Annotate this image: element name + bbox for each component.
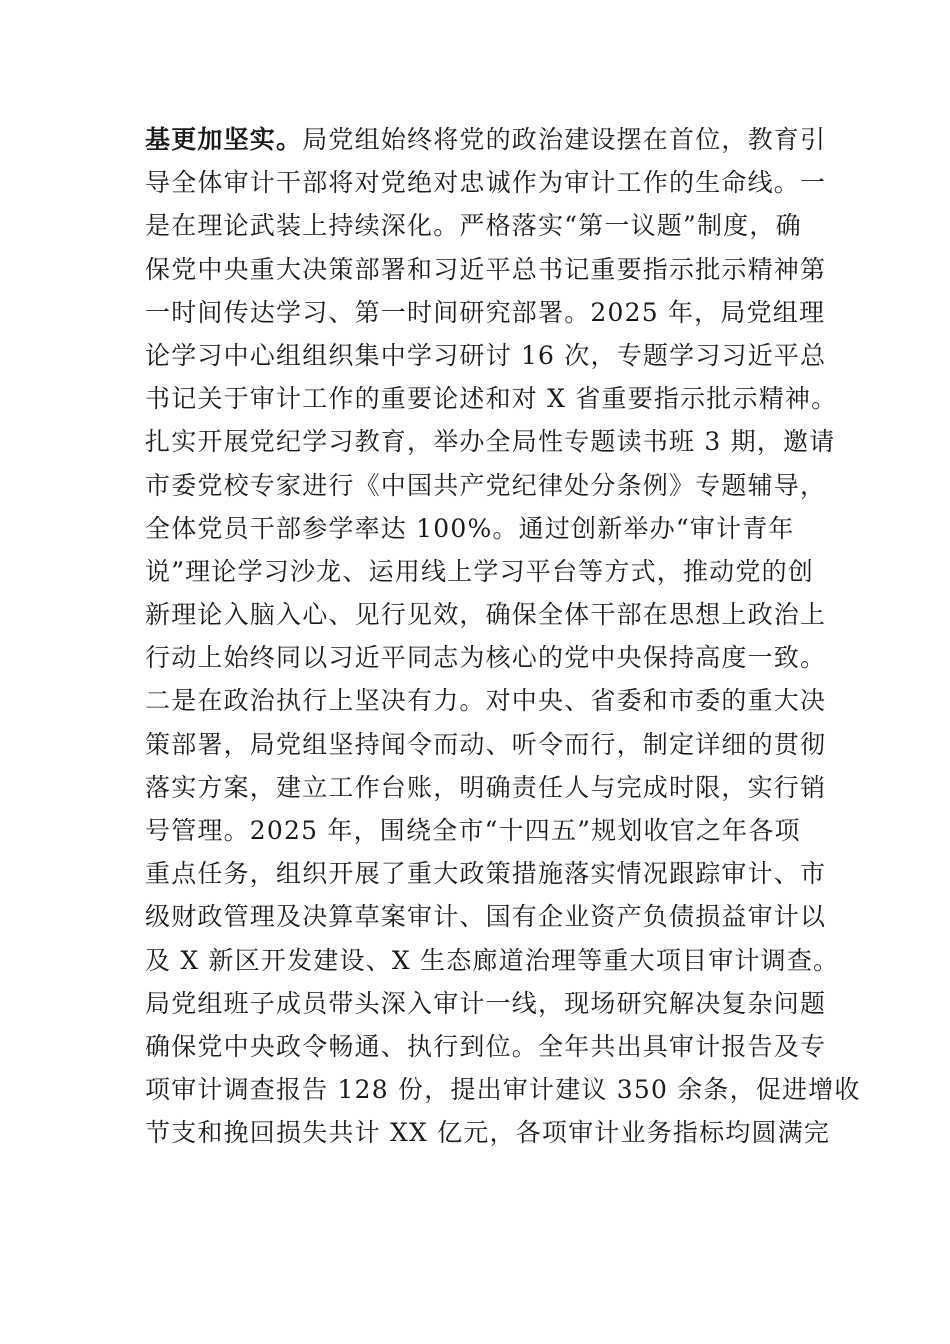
text-line: 节支和挽回损失共计 XX 亿元，各项审计业务指标均圆满完 [145,1118,831,1148]
text-line: 及 X 新区开发建设、X 生态廊道治理等重大项目审计调查。 [145,945,840,975]
text-line: 一时间传达学习、第一时间研究部署。2025 年，局党组理 [145,297,826,327]
text-line: 项审计调查报告 128 份，提出审计建议 350 余条，促进增收 [145,1075,861,1105]
text-line: 确保党中央政令畅通、执行到位。全年共出具审计报告及专 [145,1031,827,1061]
text-line: 保党中央重大决策部署和习近平总书记重要指示批示精神第 [145,254,827,284]
text-line: 论学习中心组组织集中学习研讨 16 次，专题学习习近平总 [145,340,827,370]
text-line: 二是在政治执行上坚决有力。对中央、省委和市委的重大决 [145,686,827,716]
text-line: 是在理论武装上持续深化。严格落实“第一议题”制度，确 [145,211,802,241]
text-line: 扎实开展党纪学习教育，举办全局性专题读书班 3 期，邀请 [145,427,836,457]
text-line: 行动上始终同以习近平同志为核心的党中央保持高度一致。 [145,643,827,673]
text-line: 基更加坚实。局党组始终将党的政治建设摆在首位，教育引 [145,125,827,154]
text-line: 说”理论学习沙龙、运用线上学习平台等方式，推动党的创 [145,556,814,586]
text-line: 新理论入脑入心、见行见效，确保全体干部在思想上政治上 [145,600,827,630]
text-line: 策部署，局党组坚持闻令而动、听令而行，制定详细的贯彻 [145,729,827,759]
text-line: 局党组班子成员带头深入审计一线，现场研究解决复杂问题 [145,988,827,1018]
body-text [145,118,861,1155]
text-line: 落实方案，建立工作台账，明确责任人与完成时限，实行销 [145,772,827,802]
text-line: 全体党员干部参学率达 100%。通过创新举办“审计青年 [145,513,795,543]
text-line: 重点任务，组织开展了重大政策措施落实情况跟踪审计、市 [145,859,827,889]
text-line: 号管理。2025 年，围绕全市“十四五”规划收官之年各项 [145,816,801,845]
text-line: 市委党校专家进行《中国共产党纪律处分条例》专题辅导， [145,470,827,500]
bold-lead: 基更加坚实。 [145,125,303,154]
text-line: 导全体审计干部将对党绝对忠诚作为审计工作的生命线。一 [145,168,827,198]
text-line: 级财政管理及决算草案审计、国有企业资产负债损益审计以 [145,902,827,932]
text-line: 书记关于审计工作的重要论述和对 X 省重要指示批示精神。 [145,384,838,414]
